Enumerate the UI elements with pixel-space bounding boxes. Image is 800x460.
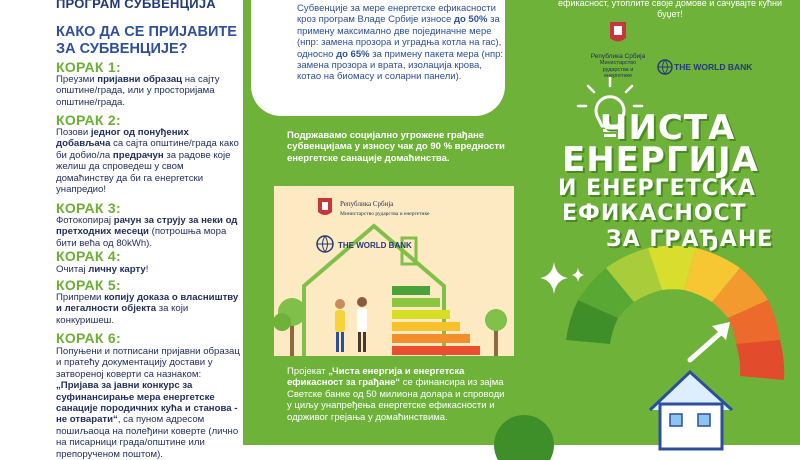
cover-title-line4: ЕФИКАСНОСТ: [562, 201, 747, 226]
step-3-heading: КОРАК 3:: [56, 200, 121, 216]
cover-title-line3: И ЕНЕРГЕТСКА: [558, 176, 756, 201]
world-bank-label: THE WORLD BANK: [674, 62, 753, 72]
house-illustration: [274, 186, 514, 356]
cover-title-line1: ЧИСТА: [600, 108, 736, 148]
house-energy-illustration: [274, 186, 514, 356]
subsidy-info-text: Субвенције за мере енергетске ефикасности кроз програм Владе Србије износе до 50% за примену максимално две појединачне мере (нпр: замена прозора и уградња котла на гас), односно до 65% за примену пакета мера (нпр: замена прозора и врата, изолација крова, котао на биомасу и соларни панели).: [297, 3, 504, 83]
subsidy-info-box: [251, 0, 505, 116]
step-6-heading: КОРАК 6:: [56, 330, 121, 346]
social-support-text: Подржавамо социјално угрожене грађане субвенцијама у износу чак до 90 % вредности енергетске санације домаћинства.: [287, 130, 505, 164]
step-1-heading: КОРАК 1:: [56, 59, 121, 75]
step-5-text: Припреми копију доказа о власништву и легалности објекта за који конкуришеш.: [56, 292, 239, 326]
cover-title-line5: ЗА ГРАЂАНЕ: [606, 227, 774, 252]
subsidy-steps-panel: [0, 0, 243, 460]
logo-rs-line2: Министарство рударства и енергетике: [340, 211, 430, 217]
house-icon: [650, 372, 732, 449]
step-2-heading: КОРАК 2:: [56, 112, 121, 128]
step-6-text: Попуњени и потписани пријавни образац и пратећу документацију достави у затвореној коверти са назнаком: „Пријава за јавни конкурс за суфинансирање мера енергетске санације породичних кућа и станова - не отварати“, са пуном адресом пошиљаоца на полеђини коверте (лично на писарници града/општине или препорученом поштом).: [56, 346, 240, 460]
serbia-coat-of-arms-icon: [318, 198, 332, 215]
program-title: ПРОГРАМ СУБВЕНЦИЈА: [56, 0, 216, 11]
cover-title-line2: ЕНЕРГИЈА: [562, 140, 759, 180]
logo-rs-line1: Република Србија: [340, 200, 394, 208]
step-3-text: Фотокопирај рачун за струју за неки од претходних месеци (потрошња мора бити већа од 80kWh).: [56, 215, 238, 249]
ministry-label: Република Србија Министарство рударства и енергетике: [590, 53, 646, 80]
step-2-text: Позови једног од понуђених добављача са сајта општине/града како би добио/ла предрачун за радове које желиш да спроведеш у свом домаћинству да би га енергетски унапредио!: [56, 127, 239, 196]
step-1-text: Преузми пријавни образац на сајту општине/града, или у просторијама општине/града.: [56, 74, 220, 108]
cover-panel: [514, 0, 800, 445]
cover-tagline: ефикасност, утоплите своје домове и сачувајте кућни буџет!: [558, 0, 782, 20]
project-description: Пројекат „Чиста енергија и енергетска ефикасност за грађане“ се финансира из зајма Светске банке од 50 милиона долара и спроводи у циљу унапређења енергетске ефикасности и одрживог грејања у домаћинствима.: [287, 366, 505, 423]
serbia-coat-of-arms-icon: [610, 22, 626, 42]
info-panel: [243, 0, 514, 445]
how-to-apply-heading: КАКО ДА СЕ ПРИЈАВИТЕ ЗА СУБВЕНЦИЈЕ?: [56, 24, 237, 57]
step-5-heading: КОРАК 5:: [56, 277, 121, 293]
sparkle-icon: [540, 262, 584, 294]
logo-wb: THE WORLD BANK: [338, 241, 412, 250]
step-4-text: Очитај личну карту!: [56, 264, 149, 275]
step-4-heading: КОРАК 4:: [56, 248, 121, 264]
arrow-icon: [690, 322, 730, 360]
